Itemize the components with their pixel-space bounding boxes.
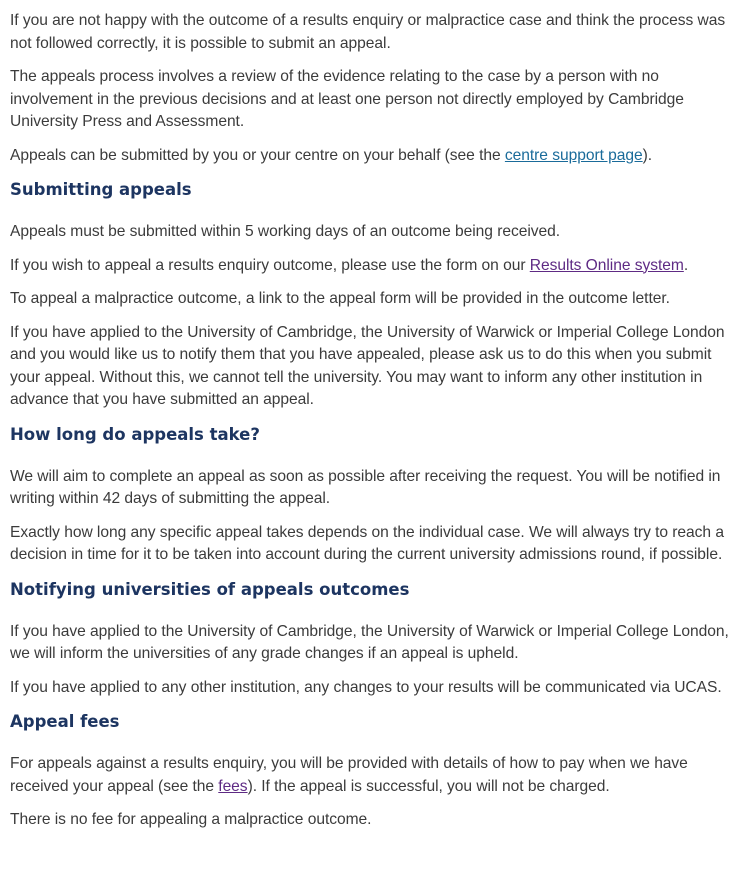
how-long-paragraph-2: Exactly how long any specific appeal takes depends on the individual case. We will always try to reach a decision in time for it to be taken into account during the current university admissions round, if possible.	[10, 523, 724, 563]
fees-link[interactable]: fees	[218, 777, 248, 795]
submitting-paragraph-4: If you have applied to the University of Cambridge, the University of Warwick or Imperial College London and you would like us to notify them that you have appealed, please ask us to do this when you submit your appeal. Without this, we cannot tell the university. You may want to inform any other institution in advance that you have submitted an appeal.	[10, 323, 725, 408]
intro-paragraph-1: If you are not happy with the outcome of a results enquiry or malpractice case and think the process was not followed correctly, it is possible to submit an appeal.	[10, 12, 726, 52]
intro-paragraph-2: The appeals process involves a review of the evidence relating to the case by a person with no involvement in the previous decisions and at least one person not directly employed by Cambridge University Press and Assessment.	[10, 68, 684, 130]
fees-paragraph-2: There is no fee for appealing a malpractice outcome.	[10, 811, 372, 828]
intro-paragraph-3-text-after: ).	[642, 146, 653, 164]
submitting-paragraph-2	[10, 255, 745, 278]
submitting-paragraph-2-text-after: .	[683, 256, 689, 274]
notifying-paragraph-2: If you have applied to any other institution, any changes to your results will be communicated via UCAS.	[10, 678, 722, 696]
submitting-appeals-heading: Submitting appeals	[10, 180, 192, 199]
submitting-paragraph-3: To appeal a malpractice outcome, a link to the appeal form will be provided in the outcome letter.	[10, 290, 670, 307]
fees-paragraph-1-text-before: For appeals against a results enquiry, you will be provided with details of how to pay when we have received your appeal (see the	[10, 755, 688, 795]
how-long-paragraph-1: We will aim to complete an appeal as soon as possible after receiving the request. You will be notified in writing within 42 days of submitting the appeal.	[10, 467, 721, 507]
notifying-heading: Notifying universities of appeals outcomes	[10, 579, 410, 599]
intro-paragraph-3-text-before: Appeals can be submitted by you or your centre on your behalf (see the	[10, 146, 505, 164]
submitting-paragraph-1: Appeals must be submitted within 5 working days of an outcome being received.	[10, 223, 561, 240]
submitting-paragraph-2-text-before: If you wish to appeal a results enquiry outcome, please use the form on our	[10, 256, 530, 274]
intro-paragraph-3	[10, 145, 745, 168]
notifying-paragraph-1: If you have applied to the University of Cambridge, the University of Warwick or Imperial College London, we will inform the universities of any grade changes if an appeal is upheld.	[10, 622, 729, 662]
centre-support-page-link[interactable]: centre support page	[504, 146, 643, 164]
fees-paragraph-1	[10, 753, 745, 798]
fees-paragraph-1-text-after: ). If the appeal is successful, you will not be charged.	[247, 777, 610, 795]
how-long-heading: How long do appeals take?	[10, 424, 260, 444]
appeal-fees-heading: Appeal fees	[10, 712, 120, 731]
results-online-system-link[interactable]: Results Online system	[529, 256, 684, 274]
